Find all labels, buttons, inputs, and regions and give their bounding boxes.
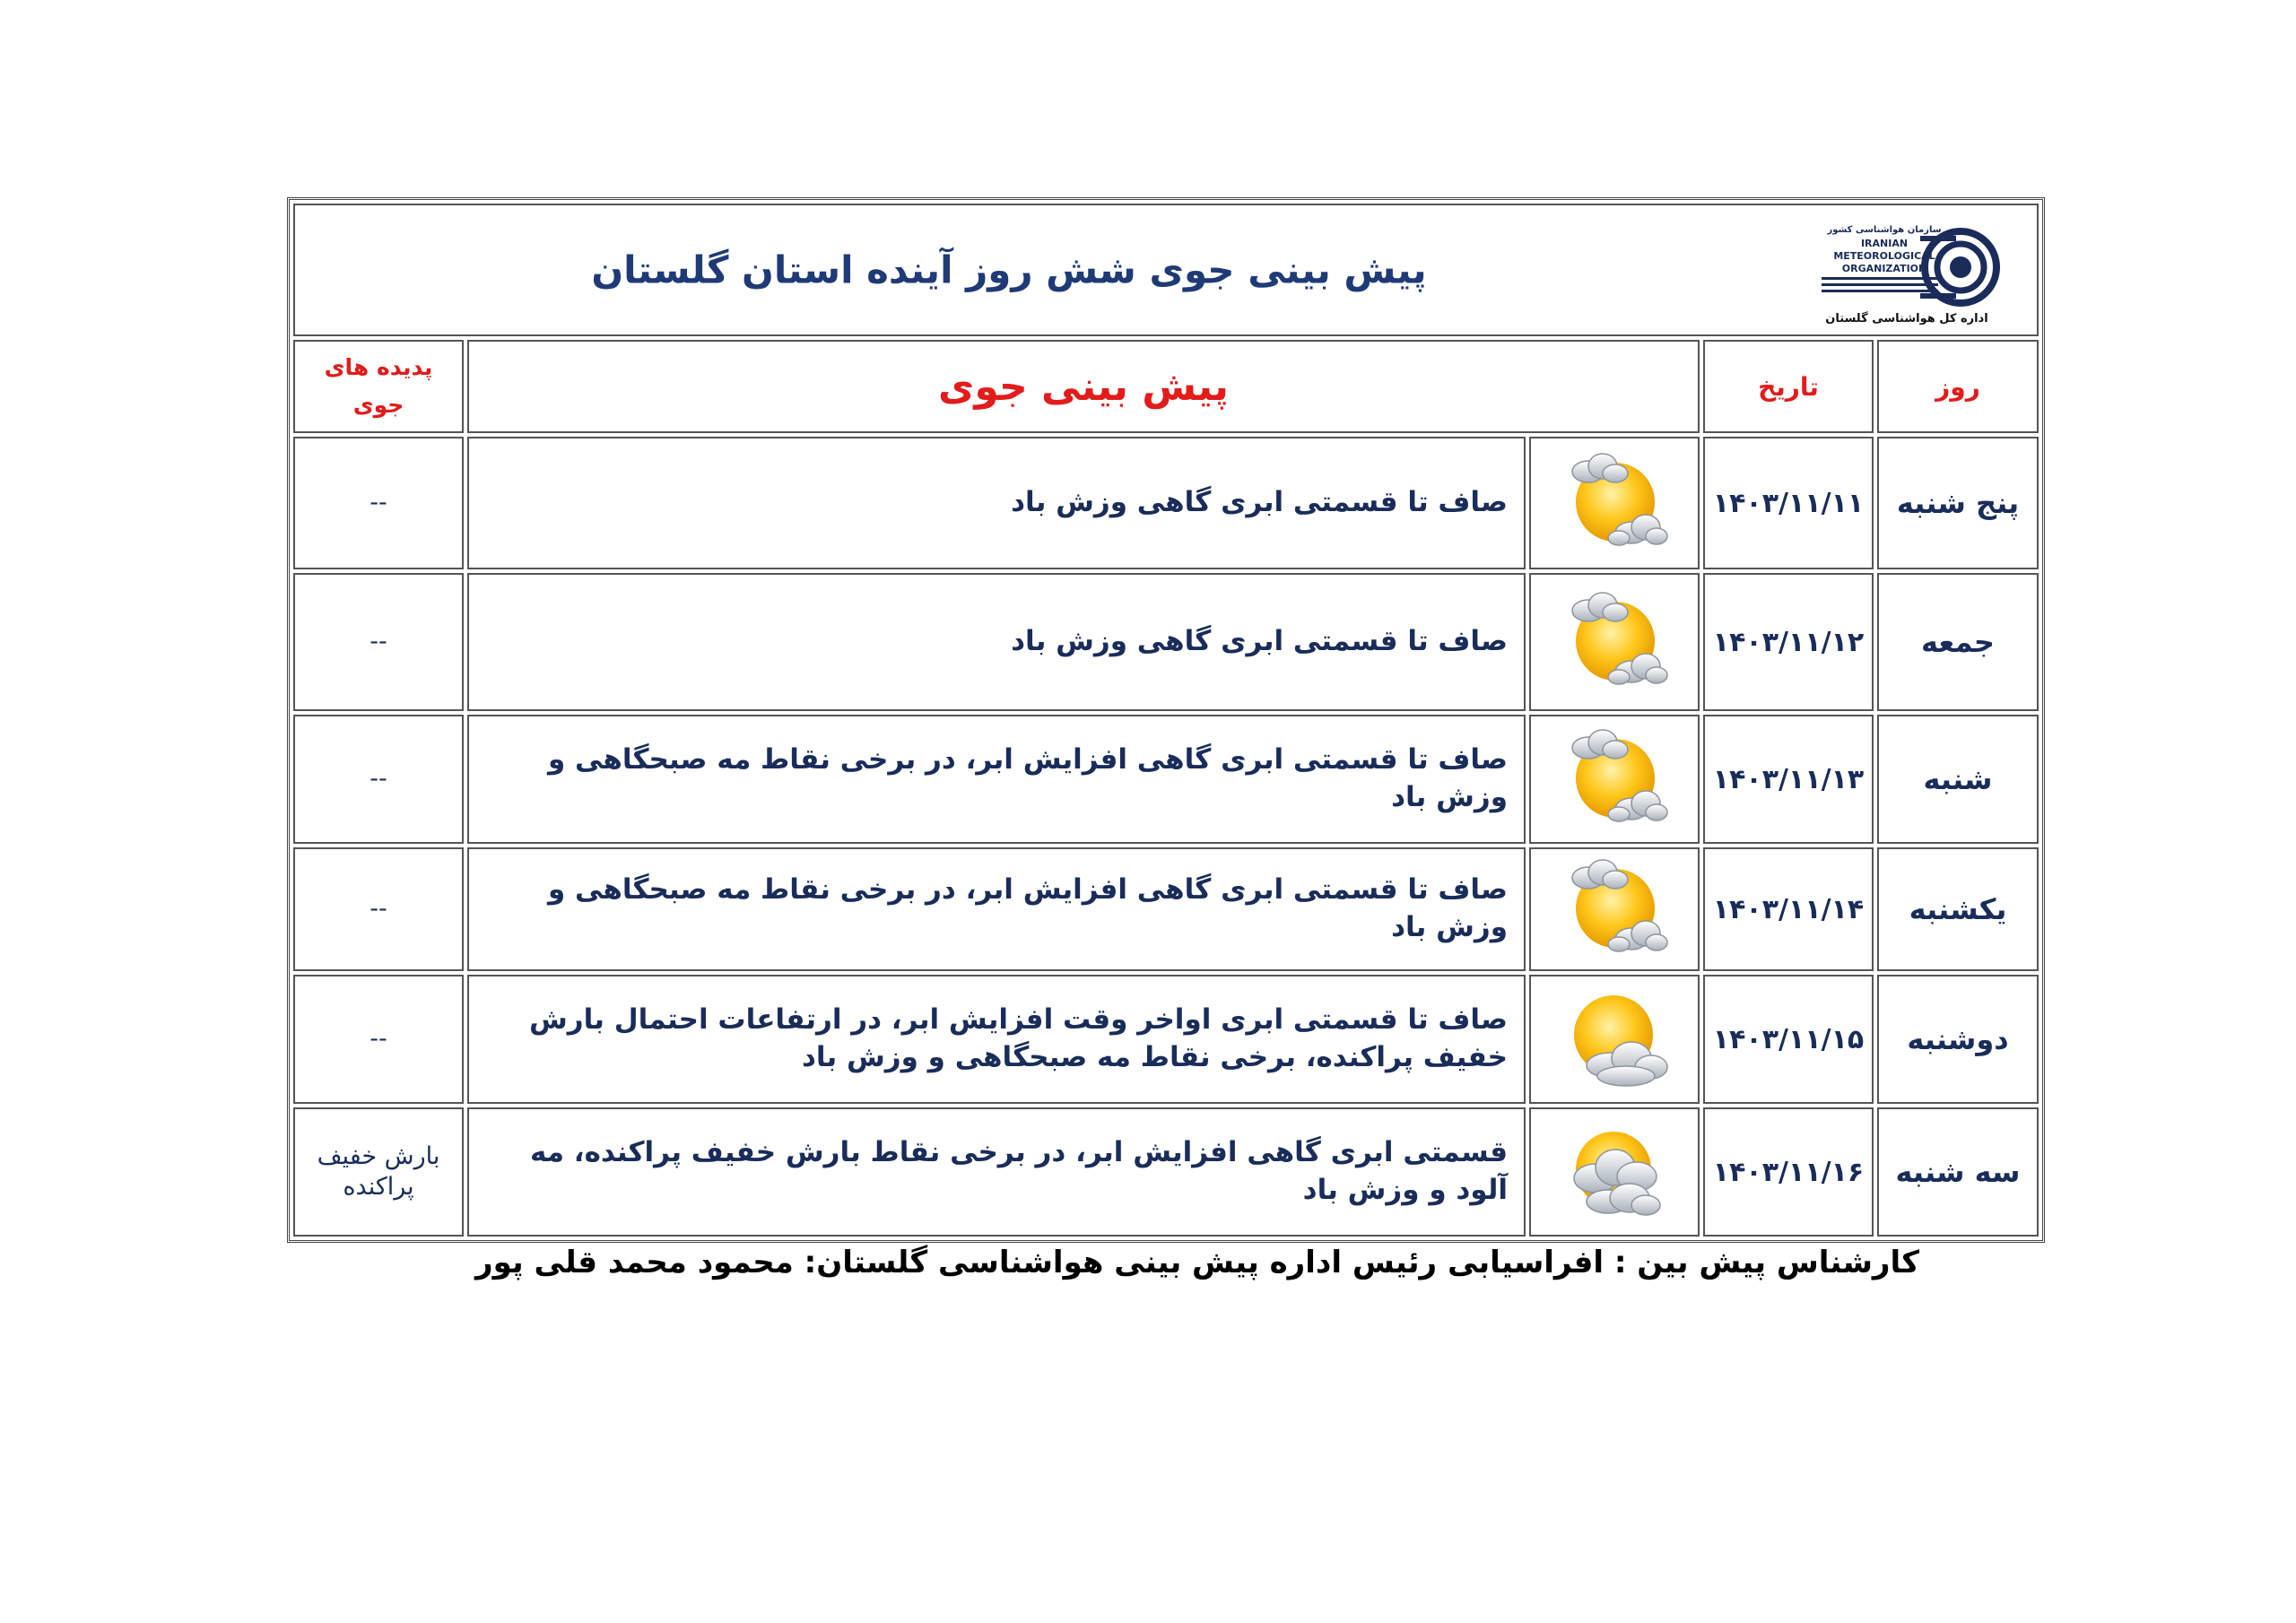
meteorological-logo [1813, 218, 2001, 325]
date-cell: ۱۴۰۳/۱۱/۱۶ [1703, 1107, 1874, 1237]
date-cell: ۱۴۰۳/۱۱/۱۲ [1703, 573, 1874, 711]
phenomena-cell: -- [293, 975, 464, 1104]
weather-icon-cell [1529, 573, 1700, 711]
table-row [293, 437, 2039, 569]
forecast-sheet [287, 197, 2045, 1243]
day-cell: دوشنبه [1877, 975, 2039, 1104]
phenomena-cell: -- [293, 573, 464, 711]
forecast-cell: صاف تا قسمتی ابری گاهی افزایش ابر، در برخی نقاط مه صبحگاهی و وزش باد [467, 847, 1526, 971]
partly-cloudy-icon [1556, 723, 1673, 836]
svg-text:سازمان هواشناسی کشور: سازمان هواشناسی کشور [1827, 225, 1942, 235]
forecaster-name: کارشناس پیش بین : افراسیابی [1448, 1245, 1919, 1280]
weather-icon-cell [1529, 715, 1700, 844]
day-cell: پنج شنبه [1877, 437, 2039, 569]
signature-footer [287, 1245, 2045, 1298]
phenomena-cell: -- [293, 847, 464, 971]
table-row [293, 573, 2039, 711]
day-cell: سه شنبه [1877, 1107, 2039, 1237]
partly-cloudy-icon [1556, 853, 1673, 966]
weather-icon-cell [1529, 437, 1700, 569]
forecast-cell: صاف تا قسمتی ابری اواخر وقت افزایش ابر، در ارتفاعات احتمال بارش خفیف پراکنده، برخی نقاط مه صبحگاهی و وزش باد [467, 975, 1526, 1104]
column-header-date: تاریخ [1703, 340, 1874, 433]
column-header-forecast: پیش بینی جوی [467, 340, 1700, 433]
date-cell: ۱۴۰۳/۱۱/۱۴ [1703, 847, 1874, 971]
day-cell: یکشنبه [1877, 847, 2039, 971]
table-row [293, 847, 2039, 971]
logo-caption: اداره کل هواشناسی گلستان [1825, 312, 1988, 325]
column-header-phenomena: پدیده های جوی [293, 340, 464, 433]
column-header-day: روز [1877, 340, 2039, 433]
page-title: پیش بینی جوی شش روز آینده استان گلستان [591, 247, 1427, 292]
forecast-table [290, 200, 2042, 1240]
forecast-cell: قسمتی ابری گاهی افزایش ابر، در برخی نقاط بارش خفیف پراکنده، مه آلود و وزش باد [467, 1107, 1526, 1237]
chief-name: رئیس اداره پیش بینی هواشناسی گلستان: محمود محمد قلی پور [475, 1245, 1438, 1280]
weather-icon-cell [1529, 1107, 1700, 1237]
forecast-cell: صاف تا قسمتی ابری گاهی وزش باد [467, 437, 1526, 569]
mostly-cloudy-icon [1556, 983, 1673, 1096]
phenomena-cell: بارش خفیف پراکنده [293, 1107, 464, 1237]
partly-cloudy-icon [1556, 447, 1673, 560]
weather-icon-cell [1529, 975, 1700, 1104]
table-row [293, 1107, 2039, 1237]
day-cell: شنبه [1877, 715, 2039, 844]
date-cell: ۱۴۰۳/۱۱/۱۵ [1703, 975, 1874, 1104]
title-cell [293, 204, 2039, 336]
phenomena-cell: -- [293, 715, 464, 844]
svg-text:IRANIAN: IRANIAN [1860, 238, 1909, 249]
table-row [293, 715, 2039, 844]
table-row [293, 975, 2039, 1104]
weather-icon-cell [1529, 847, 1700, 971]
day-cell: جمعه [1877, 573, 2039, 711]
svg-text:METEOROLOGICAL: METEOROLOGICAL [1833, 250, 1935, 262]
phenomena-cell: -- [293, 437, 464, 569]
date-cell: ۱۴۰۳/۱۱/۱۱ [1703, 437, 1874, 569]
cloudy-icon [1556, 1115, 1673, 1228]
partly-cloudy-icon [1556, 586, 1673, 699]
forecast-cell: صاف تا قسمتی ابری گاهی افزایش ابر، در برخی نقاط مه صبحگاهی و وزش باد [467, 715, 1526, 844]
date-cell: ۱۴۰۳/۱۱/۱۳ [1703, 715, 1874, 844]
forecast-cell: صاف تا قسمتی ابری گاهی وزش باد [467, 573, 1526, 711]
svg-text:ORGANIZATION: ORGANIZATION [1841, 263, 1927, 274]
